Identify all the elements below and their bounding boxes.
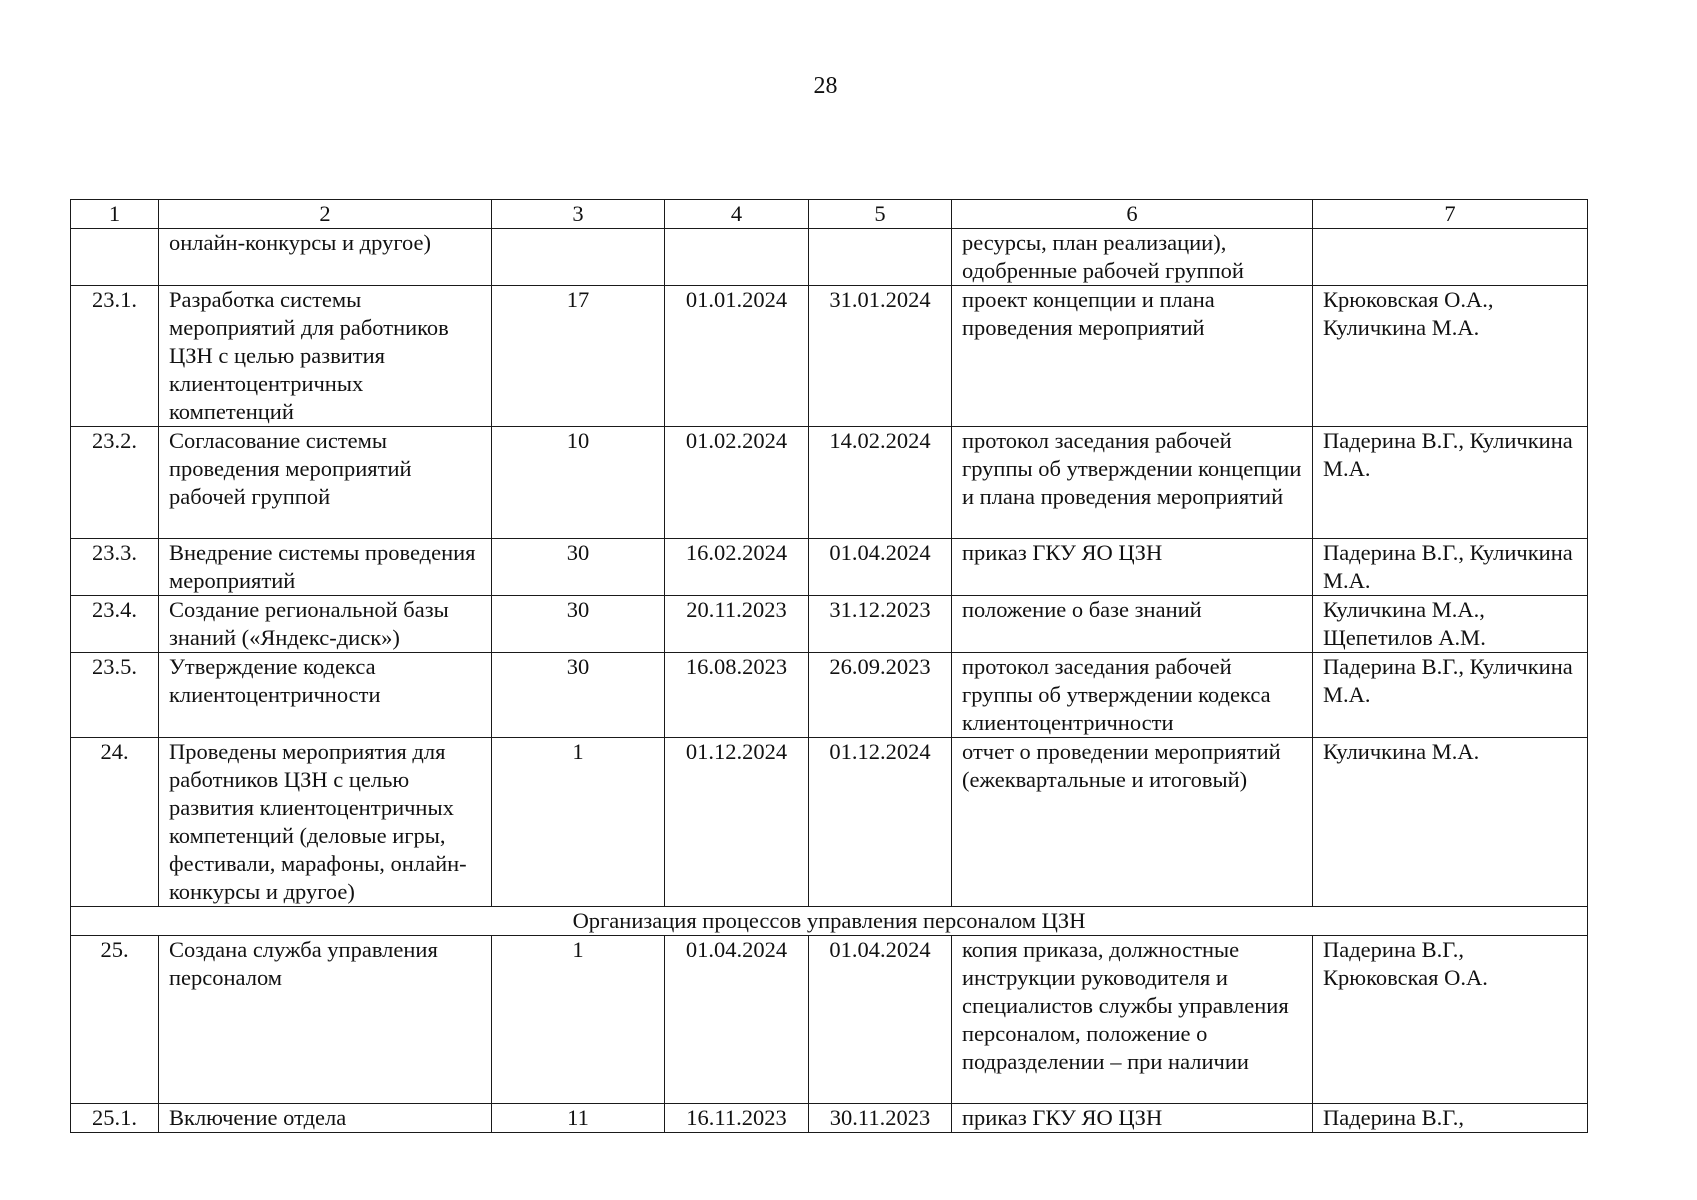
table-row [71,229,1588,286]
header-row [71,200,1588,229]
start-date-cell: 01.02.2024 [665,427,809,539]
column-header: 4 [665,200,809,229]
column-header: 1 [71,200,159,229]
row-number-cell: 24. [71,738,159,907]
indicator-cell: 30 [492,653,665,738]
start-date-cell: 16.02.2024 [665,539,809,596]
responsible-cell: Крюковская О.А., Куличкина М.А. [1313,286,1588,427]
start-date-cell: 16.11.2023 [665,1104,809,1133]
row-number-cell: 23.1. [71,286,159,427]
row-number-cell: 25. [71,936,159,1104]
activity-cell: Внедрение системы проведения мероприятий [159,539,492,596]
result-cell: копия приказа, должностные инструкции руководителя и специалистов службы управления персоналом, положение о подразделении – при наличии [952,936,1313,1104]
indicator-cell: 30 [492,539,665,596]
activity-cell: Создана служба управления персоналом [159,936,492,1104]
activity-cell: Включение отдела [159,1104,492,1133]
responsible-cell: Падерина В.Г., Куличкина М.А. [1313,539,1588,596]
column-header: 2 [159,200,492,229]
row-number-cell: 23.4. [71,596,159,653]
row-number-cell: 23.3. [71,539,159,596]
table-body [71,229,1588,1133]
end-date-cell: 01.04.2024 [809,539,952,596]
column-header: 7 [1313,200,1588,229]
end-date-cell: 31.01.2024 [809,286,952,427]
table-row [71,936,1588,1104]
start-date-cell: 01.12.2024 [665,738,809,907]
end-date-cell: 30.11.2023 [809,1104,952,1133]
result-cell: положение о базе знаний [952,596,1313,653]
row-number-cell: 25.1. [71,1104,159,1133]
column-header: 6 [952,200,1313,229]
indicator-cell: 1 [492,738,665,907]
end-date-cell [809,229,952,286]
responsible-cell: Падерина В.Г., Куличкина М.А. [1313,427,1588,539]
indicator-cell: 10 [492,427,665,539]
result-cell: отчет о проведении мероприятий (ежеквартальные и итоговый) [952,738,1313,907]
result-cell: протокол заседания рабочей группы об утверждении кодекса клиентоцентричности [952,653,1313,738]
table-header [71,200,1588,229]
page-number: 28 [813,73,838,99]
table-row [71,539,1588,596]
indicator-cell [492,229,665,286]
end-date-cell: 26.09.2023 [809,653,952,738]
table-row [71,596,1588,653]
indicator-cell: 11 [492,1104,665,1133]
row-number-cell [71,229,159,286]
table-row [71,738,1588,907]
responsible-cell: Куличкина М.А., Щепетилов А.М. [1313,596,1588,653]
activity-cell: онлайн-конкурсы и другое) [159,229,492,286]
result-cell: приказ ГКУ ЯО ЦЗН [952,1104,1313,1133]
start-date-cell: 20.11.2023 [665,596,809,653]
start-date-cell: 16.08.2023 [665,653,809,738]
responsible-cell: Падерина В.Г., [1313,1104,1588,1133]
result-cell: ресурсы, план реализации), одобренные рабочей группой [952,229,1313,286]
plan-table [70,199,1588,1133]
table-row [71,653,1588,738]
indicator-cell: 17 [492,286,665,427]
end-date-cell: 14.02.2024 [809,427,952,539]
activity-cell: Проведены мероприятия для работников ЦЗН с целью развития клиентоцентричных компетенций (деловые игры, фестивали, марафоны, онлайн-конкурсы и другое) [159,738,492,907]
responsible-cell: Падерина В.Г., Куличкина М.А. [1313,653,1588,738]
start-date-cell: 01.04.2024 [665,936,809,1104]
activity-cell: Утверждение кодекса клиентоцентричности [159,653,492,738]
column-header: 5 [809,200,952,229]
row-number-cell: 23.5. [71,653,159,738]
end-date-cell: 31.12.2023 [809,596,952,653]
start-date-cell: 01.01.2024 [665,286,809,427]
section-title: Организация процессов управления персоналом ЦЗН [71,907,1588,936]
indicator-cell: 1 [492,936,665,1104]
indicator-cell: 30 [492,596,665,653]
responsible-cell: Куличкина М.А. [1313,738,1588,907]
row-number-cell: 23.2. [71,427,159,539]
result-cell: проект концепции и плана проведения мероприятий [952,286,1313,427]
activity-cell: Разработка системы мероприятий для работников ЦЗН с целью развития клиентоцентричных компетенций [159,286,492,427]
activity-cell: Создание региональной базы знаний («Яндекс-диск») [159,596,492,653]
result-cell: приказ ГКУ ЯО ЦЗН [952,539,1313,596]
table-row [71,427,1588,539]
section-row [71,907,1588,936]
end-date-cell: 01.04.2024 [809,936,952,1104]
result-cell: протокол заседания рабочей группы об утверждении концепции и плана проведения мероприятий [952,427,1313,539]
end-date-cell: 01.12.2024 [809,738,952,907]
table-row [71,1104,1588,1133]
responsible-cell [1313,229,1588,286]
responsible-cell: Падерина В.Г., Крюковская О.А. [1313,936,1588,1104]
start-date-cell [665,229,809,286]
column-header: 3 [492,200,665,229]
table-row [71,286,1588,427]
activity-cell: Согласование системы проведения мероприятий рабочей группой [159,427,492,539]
